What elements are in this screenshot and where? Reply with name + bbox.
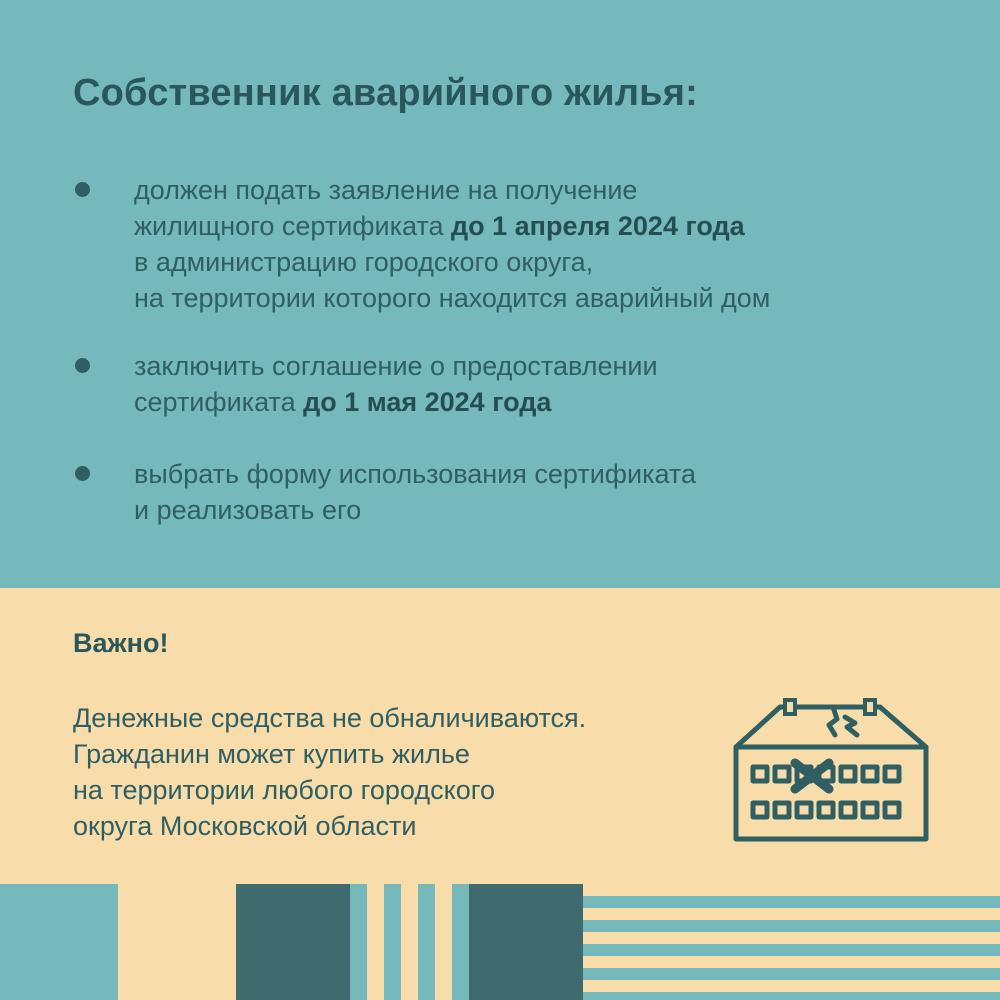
important-line: Гражданин может купить жилье: [73, 739, 470, 769]
item-text: в администрацию городского округа,: [134, 247, 594, 277]
important-line: на территории любого городского: [73, 775, 496, 805]
item-text: и реализовать его: [134, 495, 362, 525]
list-item-2: [134, 348, 658, 420]
page-title: Собственник аварийного жилья:: [73, 72, 698, 114]
list-item-1: [134, 172, 770, 316]
bold-deadline-text: до 1 мая 2024 года: [303, 387, 552, 417]
item-text: должен подать заявление на получение: [134, 175, 638, 205]
bullet-dot: [75, 358, 90, 373]
damaged-house-icon: [733, 695, 933, 845]
important-line: округа Московской области: [73, 811, 417, 841]
bullet-dot: [75, 182, 90, 197]
item-text: заключить соглашение о предоставлении: [134, 351, 658, 381]
item-text: выбрать форму использования сертификата: [134, 459, 697, 489]
item-text: на территории которого находится аварийный дом: [134, 283, 771, 313]
important-line: Денежные средства не обналичиваются.: [73, 703, 587, 733]
item-text: жилищного сертификата: [134, 211, 451, 241]
important-title: Важно!: [73, 628, 169, 658]
list-item-3: [134, 456, 696, 528]
bullet-dot: [75, 466, 90, 481]
important-text: [73, 700, 586, 844]
item-text: сертификата: [134, 387, 304, 417]
bold-deadline-text: до 1 апреля 2024 года: [451, 211, 745, 241]
decorative-bands: [583, 884, 1000, 1000]
